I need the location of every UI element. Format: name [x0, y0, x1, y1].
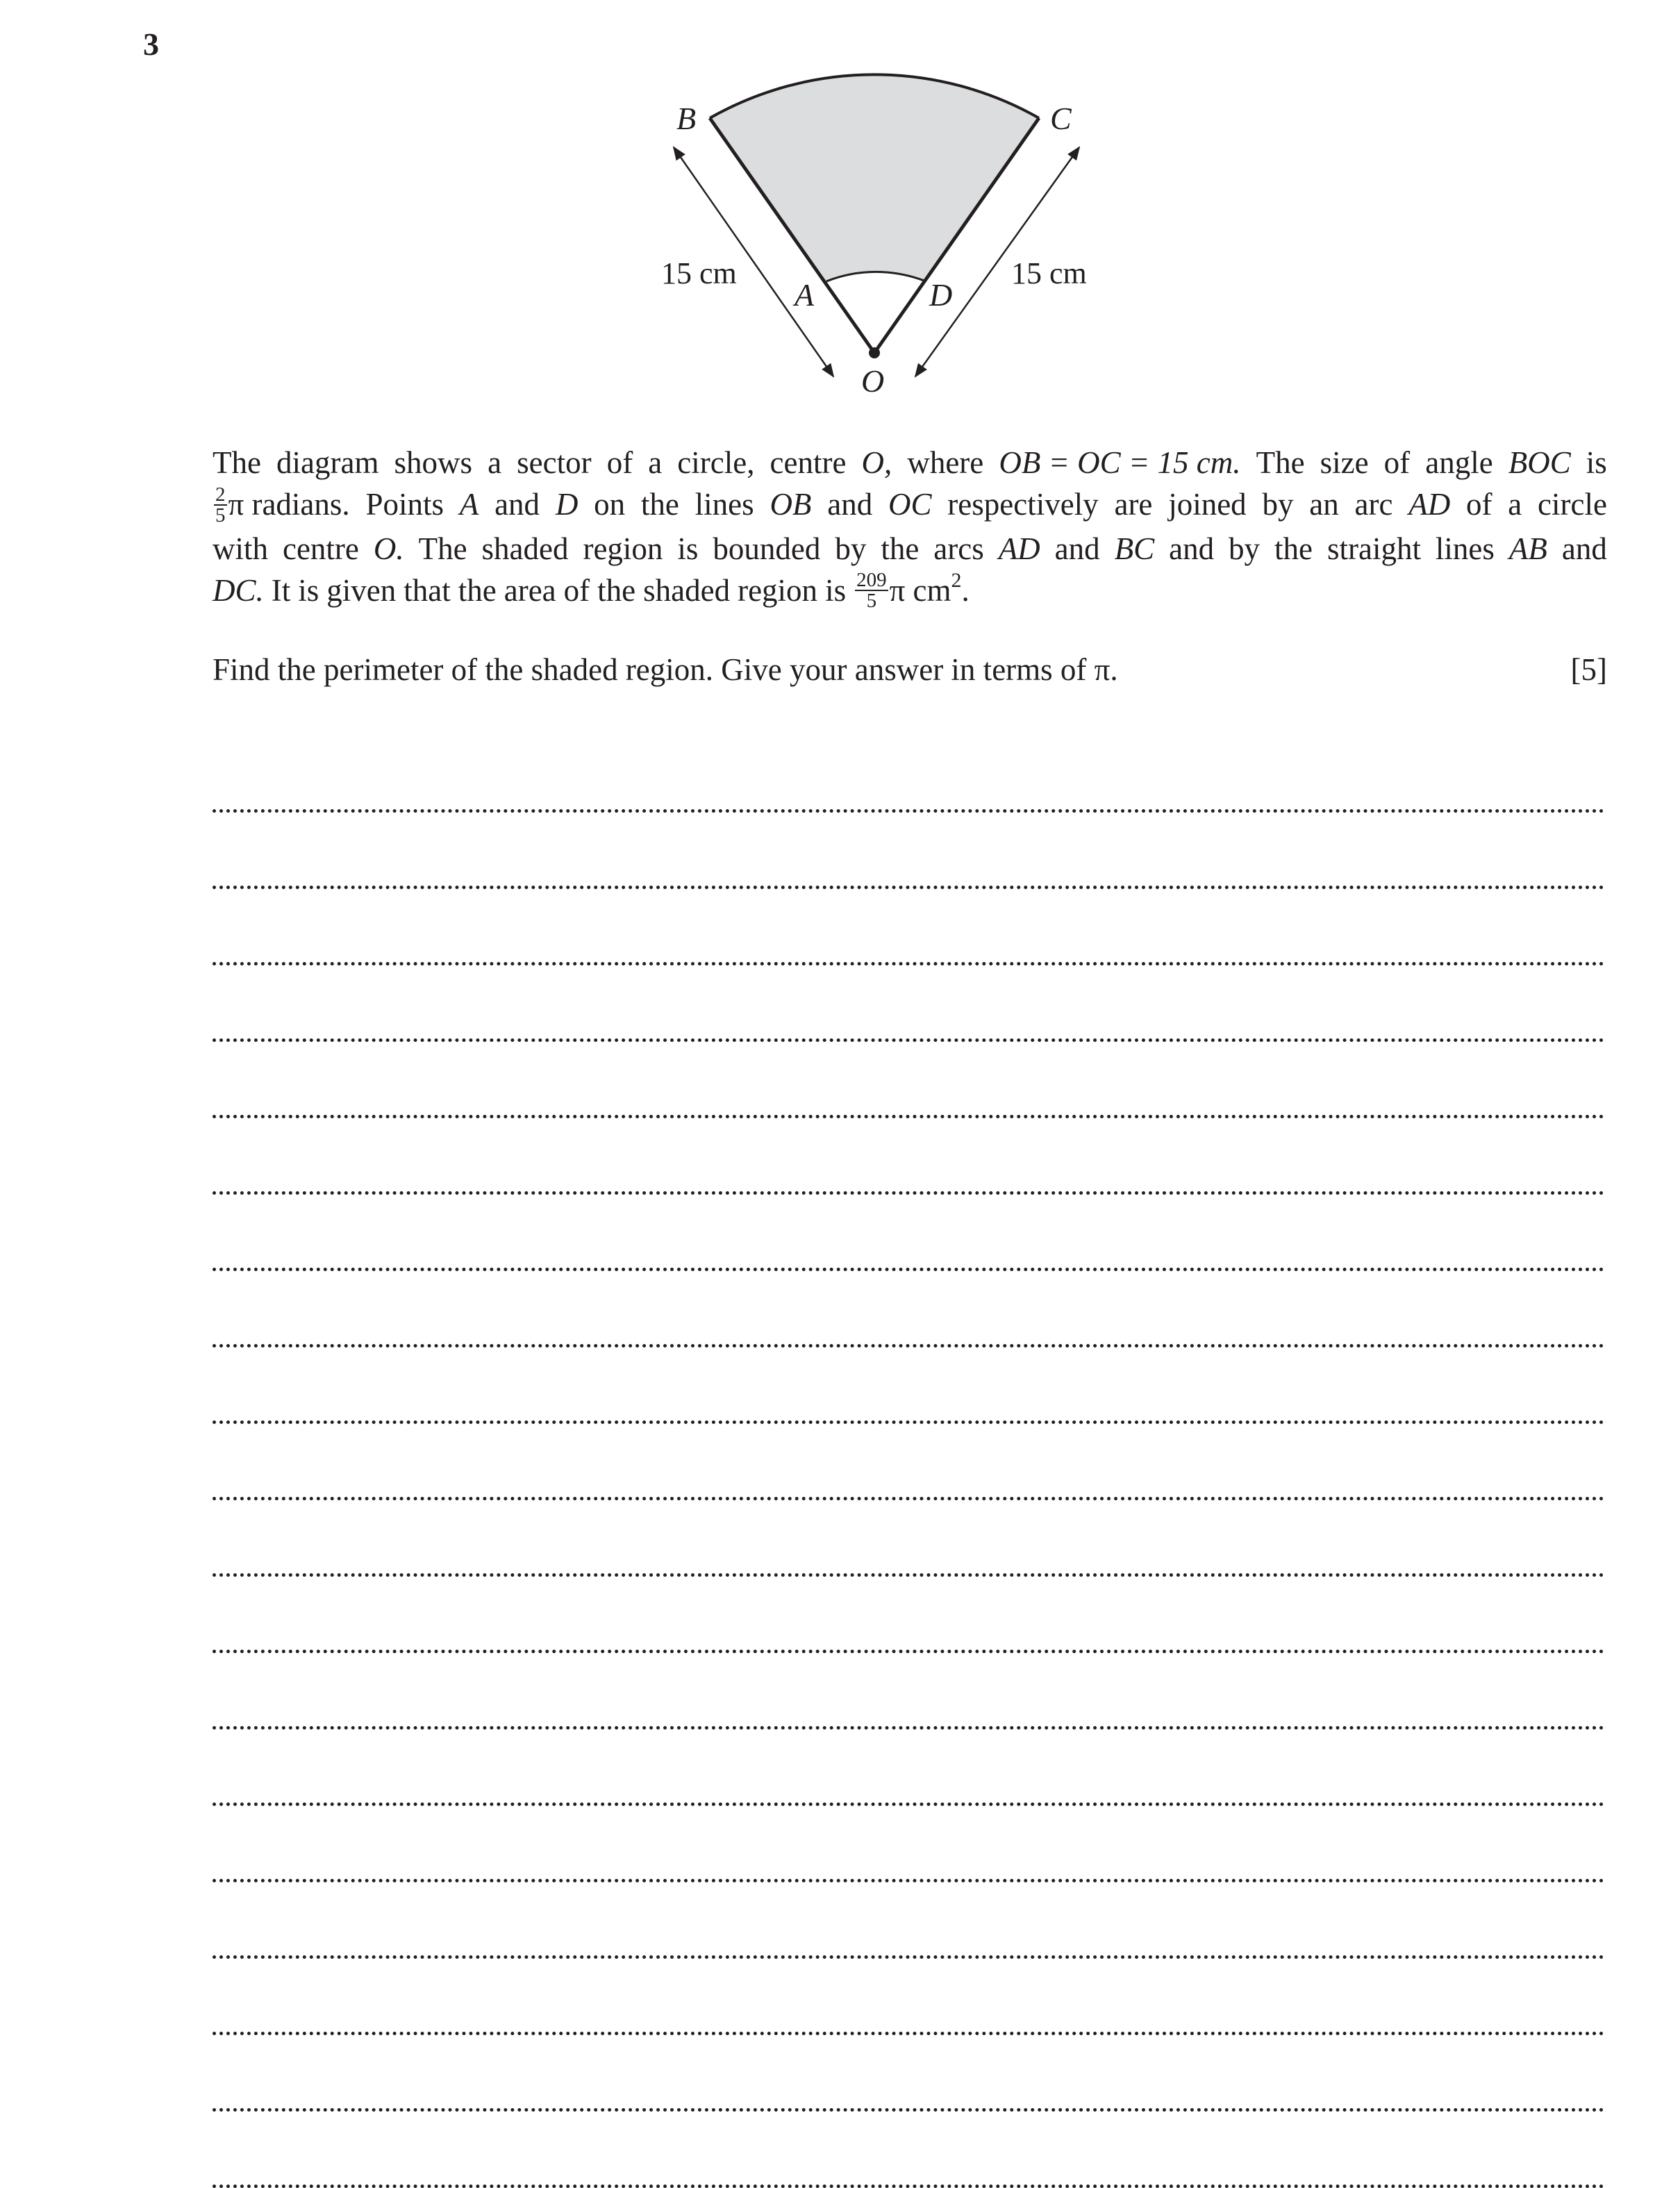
stem-word: shaded: [643, 572, 731, 608]
stem-word: where: [907, 445, 984, 480]
answer-line[interactable]: [213, 1882, 1604, 1959]
stem-word: The: [213, 445, 261, 480]
answer-line[interactable]: [213, 1730, 1604, 1806]
shaded-region: [710, 74, 1039, 281]
stem-word: size: [1320, 445, 1369, 480]
stem-word: a: [1508, 487, 1522, 522]
stem-word: are: [1114, 487, 1153, 522]
stem-word: shaded: [481, 531, 569, 566]
stem-word: arc: [1354, 487, 1393, 522]
answer-line[interactable]: [213, 1042, 1604, 1118]
stem-word: of: [563, 572, 590, 608]
label-b: B: [676, 101, 697, 136]
stem-word: 2: [951, 568, 962, 592]
stem-word: circle: [1538, 487, 1607, 522]
stem-word: the: [881, 531, 920, 566]
stem-word: diagram: [276, 445, 379, 480]
stem-word: circle,: [677, 445, 755, 480]
fraction-two-fifths: [214, 485, 227, 525]
label-a: A: [795, 277, 815, 313]
stem-word: by: [1262, 487, 1294, 522]
answer-line[interactable]: [213, 1577, 1604, 1653]
stem-word: is: [1586, 445, 1607, 480]
stem-word: the: [597, 572, 636, 608]
stem-word: by: [835, 531, 867, 566]
answer-line[interactable]: [213, 2035, 1604, 2112]
stem-word: the: [458, 572, 497, 608]
stem-word: area: [504, 572, 556, 608]
stem-line-4: [213, 570, 1607, 614]
stem-word: and: [494, 487, 540, 522]
stem-word: Points: [365, 487, 444, 522]
dimension-label-left: 15 cm: [661, 256, 737, 290]
stem-word: D: [555, 487, 579, 522]
label-o: O: [861, 363, 885, 399]
stem-word: that: [404, 572, 451, 608]
answer-line[interactable]: [213, 2112, 1604, 2188]
question-stem: [213, 442, 1607, 613]
stem-word: a: [488, 445, 502, 480]
stem-word: a: [648, 445, 663, 480]
stem-word: AD: [1408, 487, 1451, 522]
stem-word: angle: [1425, 445, 1493, 480]
stem-word: AD: [998, 531, 1040, 566]
stem-word: straight: [1326, 531, 1421, 566]
marks: [5]: [1570, 652, 1607, 687]
stem-word: of: [606, 445, 633, 480]
stem-word: It: [271, 572, 291, 608]
area-expression: [854, 570, 970, 614]
stem-word: is: [298, 572, 319, 608]
stem-word: arcs: [933, 531, 984, 566]
stem-word: centre: [770, 445, 847, 480]
answer-line[interactable]: [213, 1271, 1604, 1348]
stem-word: and: [1561, 531, 1607, 566]
stem-word: BOC: [1508, 445, 1571, 480]
stem-word: bounded: [713, 531, 821, 566]
stem-word: joined: [1168, 487, 1247, 522]
answer-area[interactable]: [213, 736, 1604, 2188]
stem-word: shows: [394, 445, 473, 480]
stem-word: the: [640, 487, 679, 522]
answer-line[interactable]: [213, 1806, 1604, 1882]
stem-word: centre: [282, 531, 359, 566]
sector-diagram: [0, 0, 1680, 417]
stem-word: A: [459, 487, 479, 522]
stem-word: .: [961, 572, 970, 608]
answer-line[interactable]: [213, 889, 1604, 965]
answer-line[interactable]: [213, 736, 1604, 813]
stem-word: on: [594, 487, 626, 522]
stem-word: BC: [1114, 531, 1155, 566]
centre-point: [869, 347, 880, 358]
stem-word: is: [825, 572, 847, 608]
stem-word: lines: [1435, 531, 1495, 566]
fraction-209-fifths: [855, 570, 888, 611]
answer-line[interactable]: [213, 1195, 1604, 1271]
stem-word: by: [1229, 531, 1261, 566]
stem-word: π radians.: [228, 487, 350, 522]
answer-line[interactable]: [213, 813, 1604, 889]
stem-word: 209: [856, 569, 887, 592]
task-text: Find the perimeter of the shaded region. Give your answer in terms of π.: [213, 652, 1118, 687]
stem-word: 5: [866, 590, 877, 613]
stem-word: the: [1274, 531, 1313, 566]
stem-word: π cm: [889, 572, 951, 608]
stem-word: DC.: [213, 572, 264, 608]
label-c: C: [1050, 101, 1072, 136]
stem-line-2: [213, 483, 1607, 528]
stem-word: O.: [373, 531, 404, 566]
stem-word: sector: [517, 445, 592, 480]
answer-line[interactable]: [213, 1348, 1604, 1424]
stem-word: The: [418, 531, 467, 566]
stem-word: of: [1466, 487, 1492, 522]
stem-word: region: [583, 531, 663, 566]
answer-line[interactable]: [213, 1500, 1604, 1577]
answer-line[interactable]: [213, 1424, 1604, 1500]
stem-word: and: [1169, 531, 1215, 566]
answer-line[interactable]: [213, 1118, 1604, 1195]
answer-line[interactable]: [213, 1653, 1604, 1730]
stem-word: and: [827, 487, 873, 522]
stem-word: given: [326, 572, 397, 608]
stem-word: The: [1256, 445, 1305, 480]
stem-word: respectively: [947, 487, 1099, 522]
stem-word: OB: [770, 487, 812, 522]
stem-word: lines: [695, 487, 754, 522]
stem-word: is: [677, 531, 699, 566]
stem-word: AB: [1508, 531, 1547, 566]
dimension-label-right: 15 cm: [1011, 256, 1087, 290]
stem-word: 5: [215, 504, 226, 527]
stem-line-1: [213, 442, 1607, 483]
answer-line[interactable]: [213, 1959, 1604, 2035]
stem-word: and: [1054, 531, 1100, 566]
answer-line[interactable]: [213, 965, 1604, 1042]
label-d: D: [929, 277, 953, 313]
stem-word: region: [738, 572, 818, 608]
stem-word: 2: [215, 483, 226, 506]
stem-word: of: [1383, 445, 1411, 480]
task-line: [213, 649, 1607, 690]
stem-word: [213, 483, 350, 528]
stem-word: an: [1309, 487, 1339, 522]
stem-line-3: [213, 528, 1607, 570]
stem-word: with: [213, 531, 269, 566]
stem-word: OB = OC = 15 cm.: [999, 445, 1241, 480]
stem-word: O,: [861, 445, 892, 480]
stem-word: OC: [888, 487, 932, 522]
question-number: 3: [143, 26, 159, 62]
